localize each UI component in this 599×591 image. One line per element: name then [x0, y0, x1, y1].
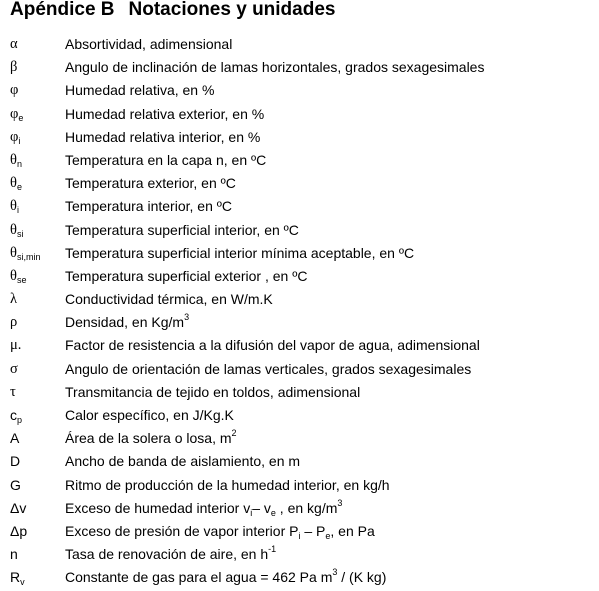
notation-description: Transmitancia de tejido en toldos, adimensional	[65, 383, 361, 400]
notation-symbol: $\theta_{se}$	[10, 267, 27, 285]
notation-row	[0, 127, 599, 150]
notation-symbol: σ	[10, 360, 18, 377]
notation-description: Exceso de humedad interior $v_i-$ $v_e$ , en $kg/m^3$	[65, 497, 343, 518]
notation-description: Exceso de presión de vapor interior $P_i - P_e$, en Pa	[65, 522, 375, 541]
notation-row	[0, 34, 599, 57]
notation-symbol: G	[10, 476, 21, 493]
notation-description: Área de la solera o losa, $m^2$	[65, 428, 237, 447]
notation-symbol: ρ	[10, 314, 18, 331]
notation-description: Angulo de inclinación de lamas horizontales, grados sexagesimales	[65, 59, 485, 76]
notation-symbol: $\theta_{si,min}$	[10, 244, 41, 262]
notation-symbol: φ	[10, 82, 19, 99]
notation-description: Temperatura exterior, en ºC	[65, 175, 236, 192]
notation-row	[0, 335, 599, 358]
notation-description: Humedad relativa, en %	[65, 82, 215, 99]
notation-row	[0, 104, 599, 127]
notation-description: Temperatura superficial interior, en ºC	[65, 221, 299, 238]
notation-row	[0, 428, 599, 451]
notation-symbol: D	[10, 453, 21, 470]
notation-symbol: $\varphi_i$	[10, 128, 21, 146]
notation-symbol: μ.	[10, 337, 22, 354]
page-title	[10, 0, 335, 22]
notation-row	[0, 382, 599, 405]
notation-symbol: α	[10, 36, 18, 52]
notation-description: Factor de resistencia a la difusión del vapor de agua, adimensional	[65, 337, 480, 354]
notation-row	[0, 475, 599, 498]
notation-description: Temperatura en la capa n, en ºC	[65, 151, 267, 168]
notation-description: Humedad relativa interior, en %	[65, 128, 261, 145]
notation-row	[0, 220, 599, 243]
notation-description: Tasa de renovación de aire, en $h^{-1}$	[65, 544, 277, 563]
notation-description: Temperatura interior, en ºC	[65, 198, 232, 215]
notation-description: Ritmo de producción de la humedad interior, en kg/h	[65, 476, 390, 493]
notation-symbol: $\theta_n$	[10, 151, 22, 169]
notation-symbol: Δv	[10, 499, 27, 516]
notation-symbol: A	[10, 430, 20, 447]
notation-symbol: $R_v$	[10, 569, 25, 588]
notation-symbol: λ	[10, 291, 18, 308]
notation-row	[0, 243, 599, 266]
notation-description: Ancho de banda de aislamiento, en m	[65, 453, 301, 470]
notation-description: Constante de gas para el agua = 462 Pa $m^3 / (K$ kg)	[65, 567, 387, 586]
notation-symbol: $\varphi_e$	[10, 105, 24, 123]
notation-symbol: $\theta_e$	[10, 175, 22, 193]
notation-row	[0, 173, 599, 196]
notation-symbol: n	[10, 546, 18, 563]
notation-row	[0, 405, 599, 428]
notation-list	[0, 34, 599, 591]
notation-description: Absortividad, adimensional	[65, 36, 233, 52]
notation-row	[0, 359, 599, 382]
notation-symbol: Δp	[10, 522, 28, 539]
notation-row	[0, 544, 599, 567]
notation-description: Calor específico, en J/Kg.K	[65, 407, 234, 423]
appendix-label: Apéndice B	[10, 0, 115, 20]
notation-symbol: τ	[10, 383, 16, 400]
notation-row	[0, 451, 599, 474]
notation-description: Temperatura superficial interior mínima aceptable, en ºC	[65, 244, 415, 261]
notation-row	[0, 266, 599, 289]
notation-description: Humedad relativa exterior, en %	[65, 105, 265, 122]
notation-symbol: $\theta_i$	[10, 198, 19, 216]
notation-description: Angulo de orientación de lamas verticales, grados sexagesimales	[65, 360, 472, 377]
notation-row	[0, 57, 599, 80]
notation-row	[0, 567, 599, 590]
notation-row	[0, 289, 599, 312]
appendix-title: Notaciones y unidades	[128, 0, 336, 20]
notation-description: Temperatura superficial exterior , en ºC	[65, 267, 308, 284]
notation-symbol: $\theta_{si}$	[10, 221, 24, 239]
notation-row	[0, 80, 599, 103]
notation-symbol: β	[10, 59, 18, 76]
notation-description: Densidad, en $Kg/m^3$	[65, 312, 190, 331]
notation-row	[0, 312, 599, 335]
notation-symbol: $c_p$	[10, 407, 23, 425]
notation-row	[0, 196, 599, 219]
notation-description: Conductividad térmica, en W/m.K	[65, 291, 273, 308]
notation-row	[0, 150, 599, 173]
notation-row	[0, 521, 599, 544]
notation-row	[0, 498, 599, 521]
